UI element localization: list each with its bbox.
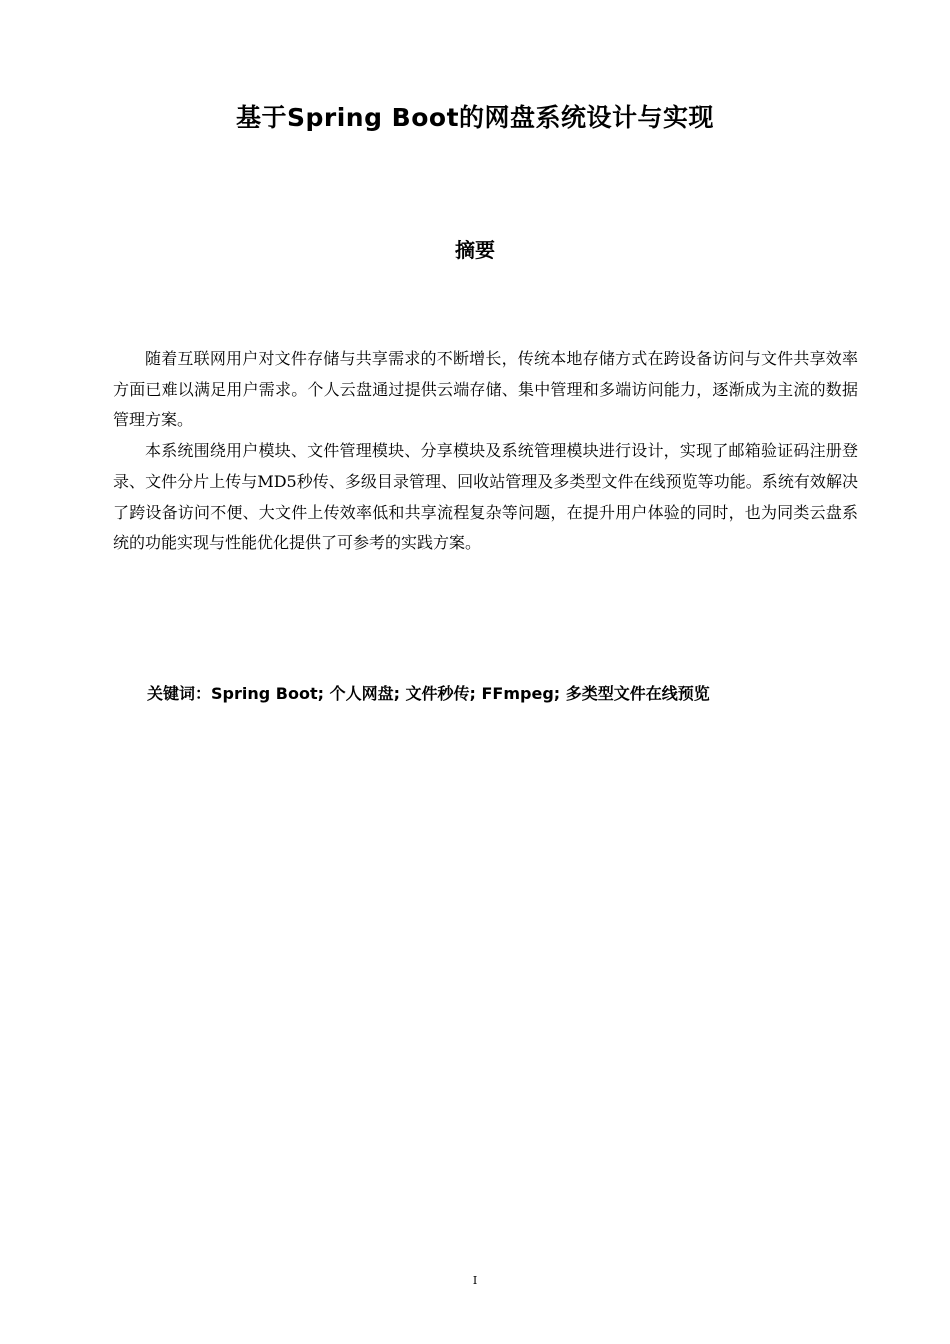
paper-title: 基于Spring Boot的网盘系统设计与实现 xyxy=(235,103,715,132)
abstract-paragraph-2: 本系统围绕用户模块、文件管理模块、分享模块及系统管理模块进行设计，实现了邮箱验证码注册登录、文件分片上传与MD5秒传、多级目录管理、回收站管理及多类型文件在线预览等功能。系统有效解决了跨设备访问不便、大文件上传效率低和共享流程复杂等问题，在提升用户体验的同时，也为同类云盘系统的功能实现与性能优化提供了可参考的实践方案。 xyxy=(113,441,858,553)
abstract-heading: 摘要 xyxy=(455,238,495,262)
abstract-body xyxy=(113,344,858,559)
page-number: I xyxy=(472,1274,478,1287)
abstract-paragraph-1: 随着互联网用户对文件存储与共享需求的不断增长，传统本地存储方式在跨设备访问与文件共享效率方面已难以满足用户需求。个人云盘通过提供云端存储、集中管理和多端访问能力，逐渐成为主流的数据管理方案。 xyxy=(113,349,858,430)
keywords-line: 关键词：Spring Boot; 个人网盘; 文件秒传; FFmpeg; 多类型文件在线预览 xyxy=(147,684,710,703)
